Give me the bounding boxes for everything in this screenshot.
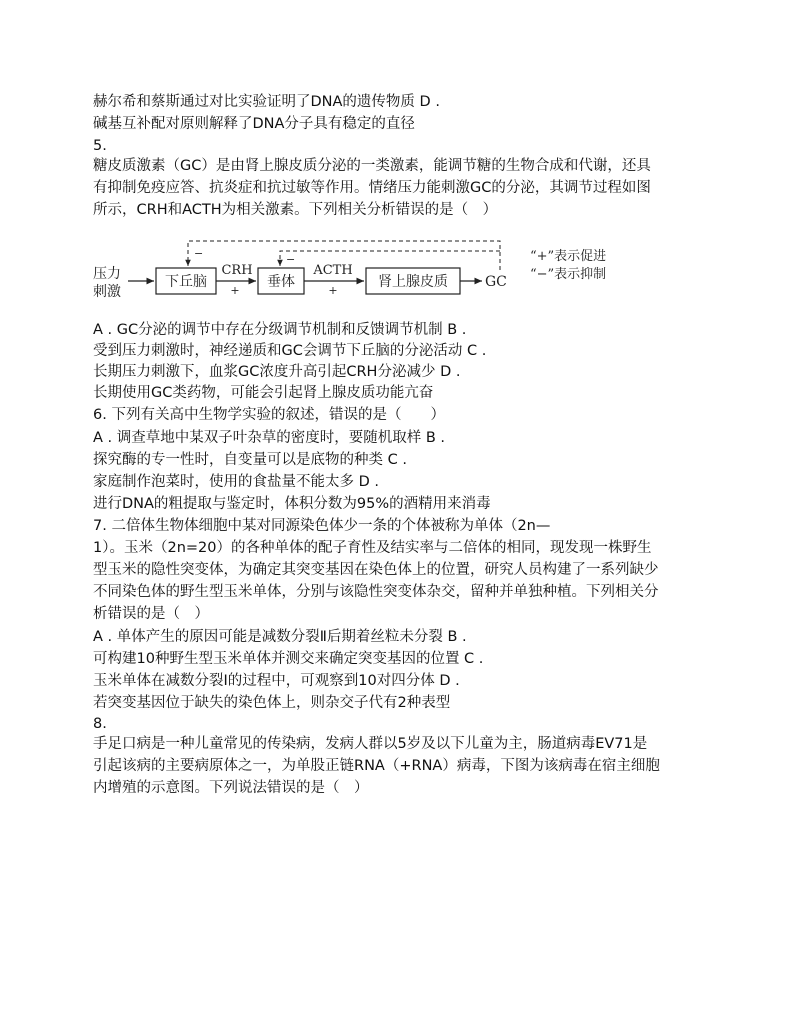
- q5-option-b: 受到压力刺激时，神经递质和GC会调节下丘脑的分泌活动 C .: [93, 343, 487, 359]
- q7-stem-line-5: 析错误的是（ ）: [93, 606, 209, 622]
- q7-option-b: 可构建10种野生型玉米单体并测交来确定突变基因的位置 C .: [93, 651, 484, 667]
- q8-stem-line-2: 引起该病的主要病原体之一，为单股正链RNA（+RNA）病毒，下图为该病毒在宿主细胞: [93, 758, 660, 774]
- q6-option-d: 进行DNA的粗提取与鉴定时，体积分数为95%的酒精用来消毒: [93, 496, 491, 512]
- acth-plus-sign: +: [328, 284, 338, 297]
- q5-option-a: A . GC分泌的调节中存在分级调节机制和反馈调节机制 B .: [93, 322, 467, 338]
- q7-stem-line-3: 型玉米的隐性突变体，为确定其突变基因在染色体上的位置，研究人员构建了一系列缺少: [93, 562, 659, 578]
- legend-inhibit: “−”表示抑制: [530, 267, 607, 282]
- legend-promote: “+”表示促进: [530, 249, 607, 264]
- q7-option-d: 若突变基因位于缺失的染色体上，则杂交子代有2种表型: [93, 695, 451, 711]
- q6-stem: 6. 下列有关高中生物学实验的叙述，错误的是（ ）: [93, 407, 445, 423]
- q4-option-d: 碱基互补配对原则解释了DNA分子具有稳定的直径: [93, 116, 415, 132]
- q8-stem-line-3: 内增殖的示意图。下列说法错误的是（ ）: [93, 780, 369, 796]
- adrenal-cortex-label: 肾上腺皮质: [378, 274, 448, 290]
- q6-option-b: 探究酶的专一性时，自变量可以是底物的种类 C .: [93, 452, 407, 468]
- feedback-minus-hypothalamus: −: [194, 247, 204, 260]
- q6-option-a: A . 调查草地中某双子叶杂草的密度时，要随机取样 B .: [93, 430, 446, 446]
- q7-stem-line-2: 1）。玉米（2n=20）的各种单体的配子育性及结实率与二倍体的相同，现发现一株野生: [93, 540, 652, 556]
- pituitary-label: 垂体: [267, 274, 295, 290]
- q7-option-a: A . 单体产生的原因可能是减数分裂Ⅱ后期着丝粒未分裂 B .: [93, 629, 467, 645]
- q7-stem-line-4: 不同染色体的野生型玉米单体，分别与该隐性突变体杂交，留种并单独种植。下列相关分: [93, 584, 659, 600]
- q5-stem-line-2: 有抑制免疫应答、抗炎症和抗过敏等作用。情绪压力能刺激GC的分泌，其调节过程如图: [93, 180, 651, 196]
- hypothalamus-label: 下丘脑: [165, 274, 207, 290]
- q5-stem-line-1: 糖皮质激素（GC）是由肾上腺皮质分泌的一类激素，能调节糖的生物合成和代谢，还具: [93, 158, 651, 174]
- q8-stem-line-1: 手足口病是一种儿童常见的传染病，发病人群以5岁及以下儿童为主，肠道病毒EV71是: [93, 736, 648, 752]
- crh-plus-sign: +: [230, 284, 240, 297]
- q6-option-c: 家庭制作泡菜时，使用的食盐量不能太多 D .: [93, 474, 379, 490]
- feedback-minus-pituitary: −: [286, 253, 296, 266]
- stimulus-label-line-1: 压力: [93, 266, 121, 282]
- crh-label: CRH: [221, 263, 253, 278]
- q5-stem-line-3: 所示，CRH和ACTH为相关激素。下列相关分析错误的是（ ）: [93, 202, 498, 218]
- q7-option-c: 玉米单体在减数分裂Ⅰ的过程中，可观察到10对四分体 D .: [93, 673, 460, 689]
- q8-number: 8.: [93, 716, 107, 732]
- stimulus-label-line-2: 刺激: [93, 284, 121, 300]
- q4-option-c-tail: 赫尔希和蔡斯通过对比实验证明了DNA的遗传物质 D .: [93, 94, 440, 110]
- acth-label: ACTH: [313, 263, 353, 278]
- q7-stem-line-1: 7. 二倍体生物体细胞中某对同源染色体少一条的个体被称为单体（2n—: [93, 518, 551, 534]
- q5-number: 5.: [93, 138, 107, 154]
- q5-option-c: 长期压力刺激下，血浆GC浓度升高引起CRH分泌减少 D .: [93, 364, 461, 380]
- gc-output-label: GC: [485, 274, 507, 290]
- gc-regulation-diagram: [90, 236, 630, 306]
- q5-option-d: 长期使用GC类药物，可能会引起肾上腺皮质功能亢奋: [93, 385, 434, 401]
